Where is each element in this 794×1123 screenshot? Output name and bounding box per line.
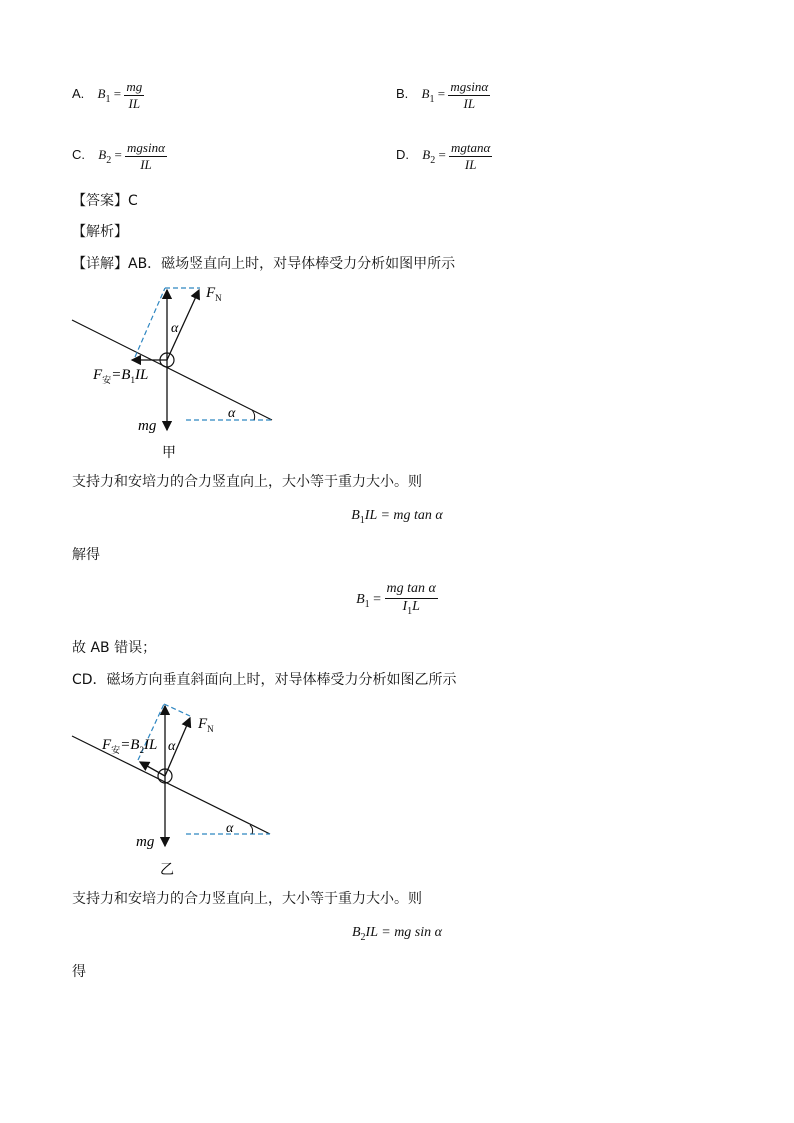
fn-label: $F_N$ [206,285,222,303]
alpha-label-top: α [168,739,176,754]
option-d-denominator: IL [464,156,477,172]
option-b-numerator: mgsinα [450,79,489,94]
option-d-lhs: B [422,147,431,163]
option-a-lhs: B [97,86,106,102]
text-line-2: 故 AB 错误； [72,640,157,656]
option-a-eq: = [113,86,122,102]
text-line-3: 支持力和安培力的合力竖直向上，大小等于重力大小。则 [72,891,422,907]
option-c [72,141,167,171]
caption-jia: 甲 [162,445,176,461]
caption-yi: 乙 [160,862,174,878]
alpha-label-bottom: α [226,821,234,836]
alpha-label-bottom: α [228,406,236,421]
equation-3: $B_2IL$ = mg sin α [351,925,442,943]
ampere-force-arrow [140,762,165,776]
answer-line [72,191,138,211]
analysis-tag: 【解析】 [72,224,128,240]
option-a-lhs-sub: 1 [105,94,111,106]
option-c-label: C. [72,147,85,163]
figure-yi [60,698,300,883]
option-c-fraction [125,141,167,171]
dashed-vertical-left [135,288,165,357]
option-d-lhs-sub: 2 [430,155,436,167]
jiede-text: 解得 [72,547,100,563]
option-c-numerator: mgsinα [127,140,165,155]
equation-2: $B_1$ = $\frac{\text{mg tan α}}{I_1L}$ [356,581,436,617]
detail-line-1: 【详解】AB．磁场竖直向上时，对导体棒受力分析如图甲所示 [72,256,456,272]
option-b-lhs: B [421,86,430,102]
answer-value: C [128,193,138,209]
fn-label: $F_N$ [198,716,214,734]
text-line-1: 支持力和安培力的合力竖直向上，大小等于重力大小。则 [72,474,422,490]
option-a-numerator: mg [126,79,143,94]
option-b-fraction [448,80,490,110]
option-a-label: A. [72,86,85,102]
alpha-label-top: α [171,321,179,336]
option-d-eq: = [438,147,446,163]
detail-line-2: CD．磁场方向垂直斜面向上时，对导体棒受力分析如图乙所示 [72,672,457,688]
option-d-label: D. [396,147,409,163]
option-a [72,80,144,110]
alpha-arc [250,825,253,834]
option-c-denominator: IL [140,156,152,172]
option-c-eq: = [114,147,122,163]
option-d [396,141,492,171]
option-d-numerator: mgtanα [451,140,491,155]
mg-label: mg [138,418,157,434]
ampere-label: $F_安=B_2IL$ [102,737,158,755]
answer-tag: 【答案】 [72,193,128,209]
option-d-fraction [449,141,492,171]
option-c-lhs: B [98,147,107,163]
ampere-label: $F_安=B_1IL$ [93,367,149,385]
option-a-fraction [124,80,144,110]
option-a-denominator: IL [128,95,141,111]
option-b [396,80,490,110]
dashed-top [164,704,190,716]
figure-jia [60,280,300,465]
equation-1: $B_1IL$ = mg tan α [351,508,443,526]
option-b-label: B. [396,86,409,102]
mg-label: mg [136,834,155,850]
option-b-lhs-sub: 1 [429,94,435,106]
option-b-eq: = [437,86,446,102]
de-text: 得 [72,964,86,980]
option-c-lhs-sub: 2 [106,155,112,167]
option-b-denominator: IL [463,95,476,111]
